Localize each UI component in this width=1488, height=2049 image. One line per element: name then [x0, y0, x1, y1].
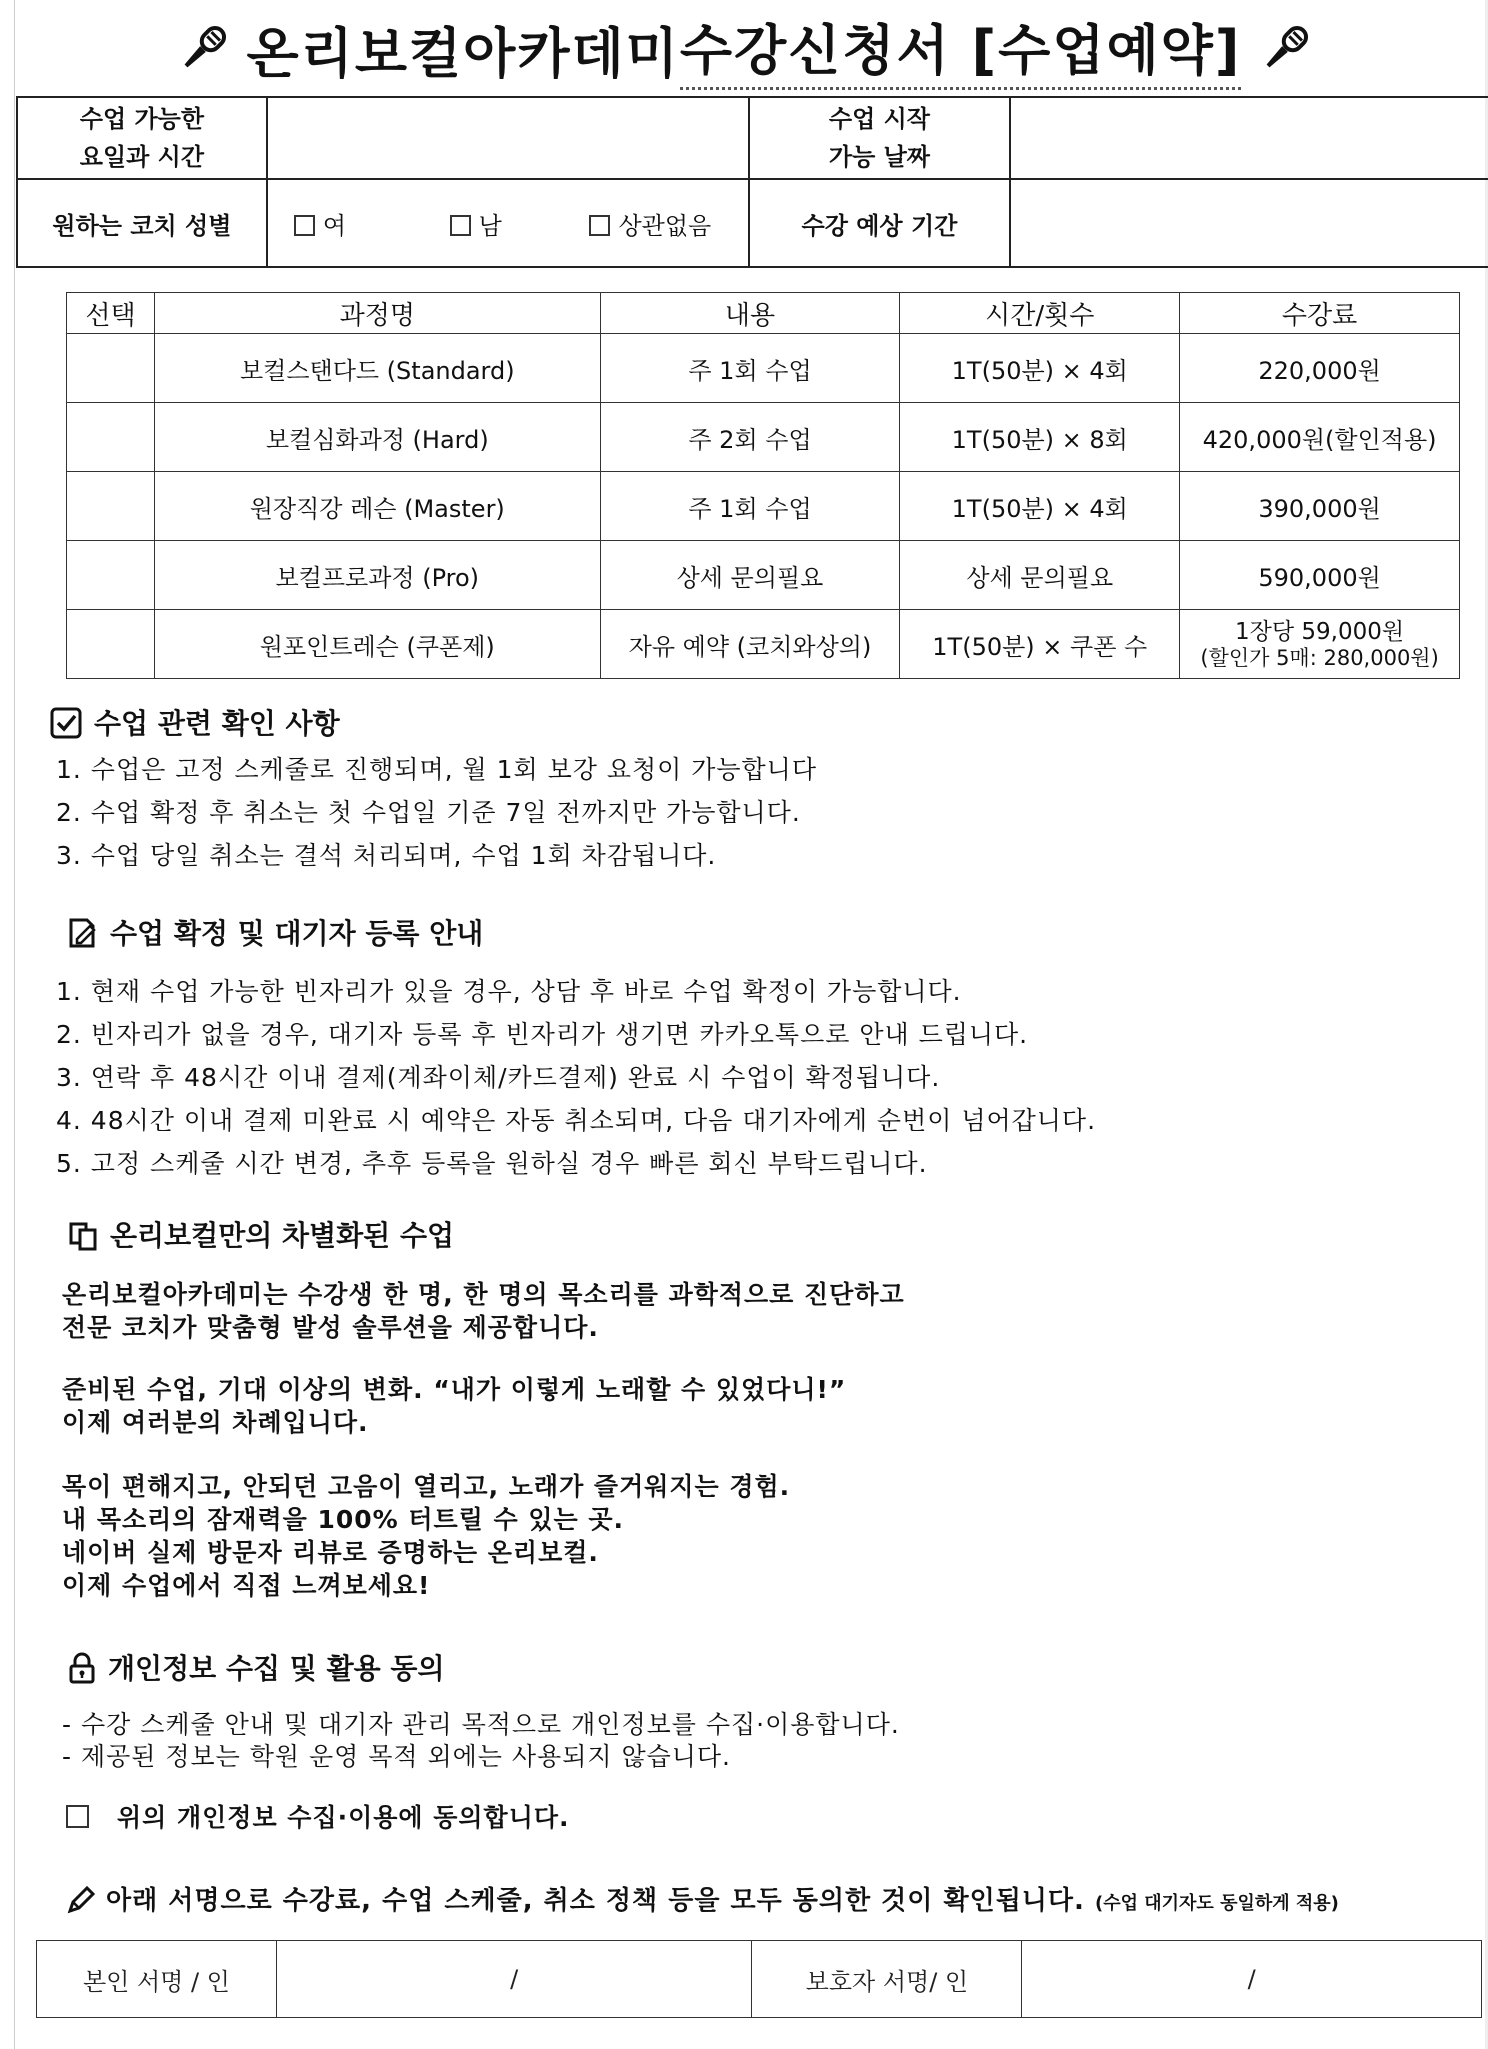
header-time: 시간/횟수 — [900, 293, 1180, 334]
privacy-agree-checkbox[interactable] — [66, 1805, 89, 1828]
course-table — [66, 292, 1460, 679]
course-time: 1T(50분) × 4회 — [900, 472, 1180, 541]
privacy-agree[interactable]: 위의 개인정보 수집·이용에 동의합니다. — [66, 1798, 570, 1834]
privacy-section-heading: 개인정보 수집 및 활용 동의 — [68, 1647, 445, 1687]
microphone-icon — [175, 21, 231, 77]
special-line: 내 목소리의 잠재력을 100% 터트릴 수 있는 곳. — [62, 1505, 625, 1534]
header-select: 선택 — [67, 293, 155, 334]
course-select-cell[interactable] — [67, 472, 155, 541]
applicant-info-table — [16, 96, 1488, 268]
signature-table — [36, 1940, 1482, 2018]
confirm-item: 3. 수업 당일 취소는 결석 처리되며, 수업 1회 차감됩니다. — [56, 841, 717, 870]
course-time: 1T(50분) × 8회 — [900, 403, 1180, 472]
pen-icon — [66, 1885, 96, 1915]
course-content: 주 1회 수업 — [600, 472, 900, 541]
course-table-header — [67, 293, 1460, 334]
self-signature-label: 본인 서명 / 인 — [37, 1941, 277, 2018]
privacy-line: - 수강 스케줄 안내 및 대기자 관리 목적으로 개인정보를 수집·이용합니다. — [62, 1710, 900, 1739]
guardian-signature-field[interactable]: / — [1022, 1941, 1482, 2018]
course-content: 주 1회 수업 — [600, 334, 900, 403]
course-select-cell[interactable] — [67, 541, 155, 610]
course-name: 원포인트레슨 (쿠폰제) — [154, 610, 600, 679]
guardian-signature-label: 보호자 서명/ 인 — [752, 1941, 1022, 2018]
gender-option-male[interactable]: 남 — [450, 206, 502, 241]
confirm-item: 2. 수업 확정 후 취소는 첫 수업일 기준 7일 전까지만 가능합니다. — [56, 798, 801, 827]
course-name: 보컬프로과정 (Pro) — [154, 541, 600, 610]
waitlist-item: 5. 고정 스케줄 시간 변경, 추후 등록을 원하실 경우 빠른 회신 부탁드립니다. — [56, 1149, 928, 1178]
start-date-field[interactable] — [1010, 97, 1488, 179]
special-line: 목이 편해지고, 안되던 고음이 열리고, 노래가 즐거워지는 경험. — [62, 1472, 791, 1501]
coach-gender-options — [267, 179, 749, 267]
table-row — [67, 472, 1460, 541]
table-row — [67, 541, 1460, 610]
page-left-edge — [14, 0, 15, 2049]
course-name: 보컬스탠다드 (Standard) — [154, 334, 600, 403]
course-fee: 590,000원 — [1180, 541, 1460, 610]
coupon-fee: 1장당 59,000원 — [1235, 619, 1405, 645]
waitlist-item: 4. 48시간 이내 결제 미완료 시 예약은 자동 취소되며, 다음 대기자에게 순번이 넘어갑니다. — [56, 1106, 1097, 1135]
checkbox-icon[interactable] — [589, 215, 610, 236]
special-line: 네이버 실제 방문자 리뷰로 증명하는 온리보컬. — [62, 1538, 599, 1567]
gender-option-female[interactable]: 여 — [294, 206, 346, 241]
waitlist-item: 2. 빈자리가 없을 경우, 대기자 등록 후 빈자리가 생기면 카카오톡으로 안내 드립니다. — [56, 1020, 1029, 1049]
available-days-label: 수업 가능한 요일과 시간 — [17, 97, 267, 179]
special-line: 이제 수업에서 직접 느껴보세요! — [62, 1571, 431, 1600]
course-select-cell[interactable] — [67, 610, 155, 679]
confirm-item: 1. 수업은 고정 스케줄로 진행되며, 월 1회 보강 요청이 가능합니다 — [56, 755, 817, 784]
title-academy: 온리보컬아카데미 — [246, 21, 680, 85]
coupon-discount-note: (할인가 5매: 280,000원) — [1200, 646, 1439, 670]
course-select-cell[interactable] — [67, 403, 155, 472]
waitlist-item: 3. 연락 후 48시간 이내 결제(계좌이체/카드결제) 완료 시 수업이 확정됩니다. — [56, 1063, 941, 1092]
special-section-heading: 온리보컬만의 차별화된 수업 — [68, 1214, 454, 1254]
waitlist-item: 1. 현재 수업 가능한 빈자리가 있을 경우, 상담 후 바로 수업 확정이 가능합니다. — [56, 977, 962, 1006]
course-content: 자유 예약 (코치와상의) — [600, 610, 900, 679]
checkbox-icon[interactable] — [450, 215, 471, 236]
course-name: 보컬심화과정 (Hard) — [154, 403, 600, 472]
table-row — [67, 403, 1460, 472]
header-course-name: 과정명 — [154, 293, 600, 334]
course-fee: 390,000원 — [1180, 472, 1460, 541]
special-line: 전문 코치가 맞춤형 발성 솔루션을 제공합니다. — [62, 1313, 599, 1342]
course-fee: 220,000원 — [1180, 334, 1460, 403]
confirm-section-heading: 수업 관련 확인 사항 — [50, 702, 340, 742]
lock-icon — [68, 1652, 96, 1684]
header-fee: 수강료 — [1180, 293, 1460, 334]
self-signature-field[interactable]: / — [276, 1941, 752, 2018]
course-content: 상세 문의필요 — [600, 541, 900, 610]
start-date-label: 수업 시작 가능 날짜 — [749, 97, 1011, 179]
header-content: 내용 — [600, 293, 900, 334]
checkbox-icon[interactable] — [294, 215, 315, 236]
special-line: 이제 여러분의 차례입니다. — [62, 1408, 369, 1437]
course-time: 상세 문의필요 — [900, 541, 1180, 610]
course-fee-coupon — [1180, 610, 1460, 679]
checked-box-icon — [50, 707, 82, 739]
course-select-cell[interactable] — [67, 334, 155, 403]
coach-gender-label: 원하는 코치 성별 — [17, 179, 267, 267]
microphone-icon — [1257, 21, 1313, 77]
table-row — [67, 610, 1460, 679]
title-form-name: 수강신청서 [수업예약] — [680, 8, 1242, 90]
copy-icon — [68, 1221, 98, 1251]
edit-document-icon — [68, 917, 98, 949]
available-days-field[interactable] — [267, 97, 749, 179]
form-title — [0, 8, 1488, 88]
course-fee: 420,000원(할인적용) — [1180, 403, 1460, 472]
duration-label: 수강 예상 기간 — [749, 179, 1011, 267]
course-time: 1T(50분) × 4회 — [900, 334, 1180, 403]
special-line: 온리보컬아카데미는 수강생 한 명, 한 명의 목소리를 과학적으로 진단하고 — [62, 1280, 905, 1309]
signature-notice-small: (수업 대기자도 동일하게 적용) — [1094, 1893, 1339, 1914]
duration-field[interactable] — [1010, 179, 1488, 267]
signature-notice: 아래 서명으로 수강료, 수업 스케줄, 취소 정책 등을 모두 동의한 것이 확인됩니다. (수업 대기자도 동일하게 적용) — [66, 1880, 1339, 1917]
table-row — [67, 334, 1460, 403]
waitlist-section-heading: 수업 확정 및 대기자 등록 안내 — [68, 912, 483, 952]
course-content: 주 2회 수업 — [600, 403, 900, 472]
gender-option-any[interactable]: 상관없음 — [589, 206, 711, 241]
special-line: 준비된 수업, 기대 이상의 변화. “내가 이렇게 노래할 수 있었다니!” — [62, 1375, 847, 1404]
privacy-line: - 제공된 정보는 학원 운영 목적 외에는 사용되지 않습니다. — [62, 1742, 731, 1771]
course-name: 원장직강 레슨 (Master) — [154, 472, 600, 541]
course-time: 1T(50분) × 쿠폰 수 — [900, 610, 1180, 679]
